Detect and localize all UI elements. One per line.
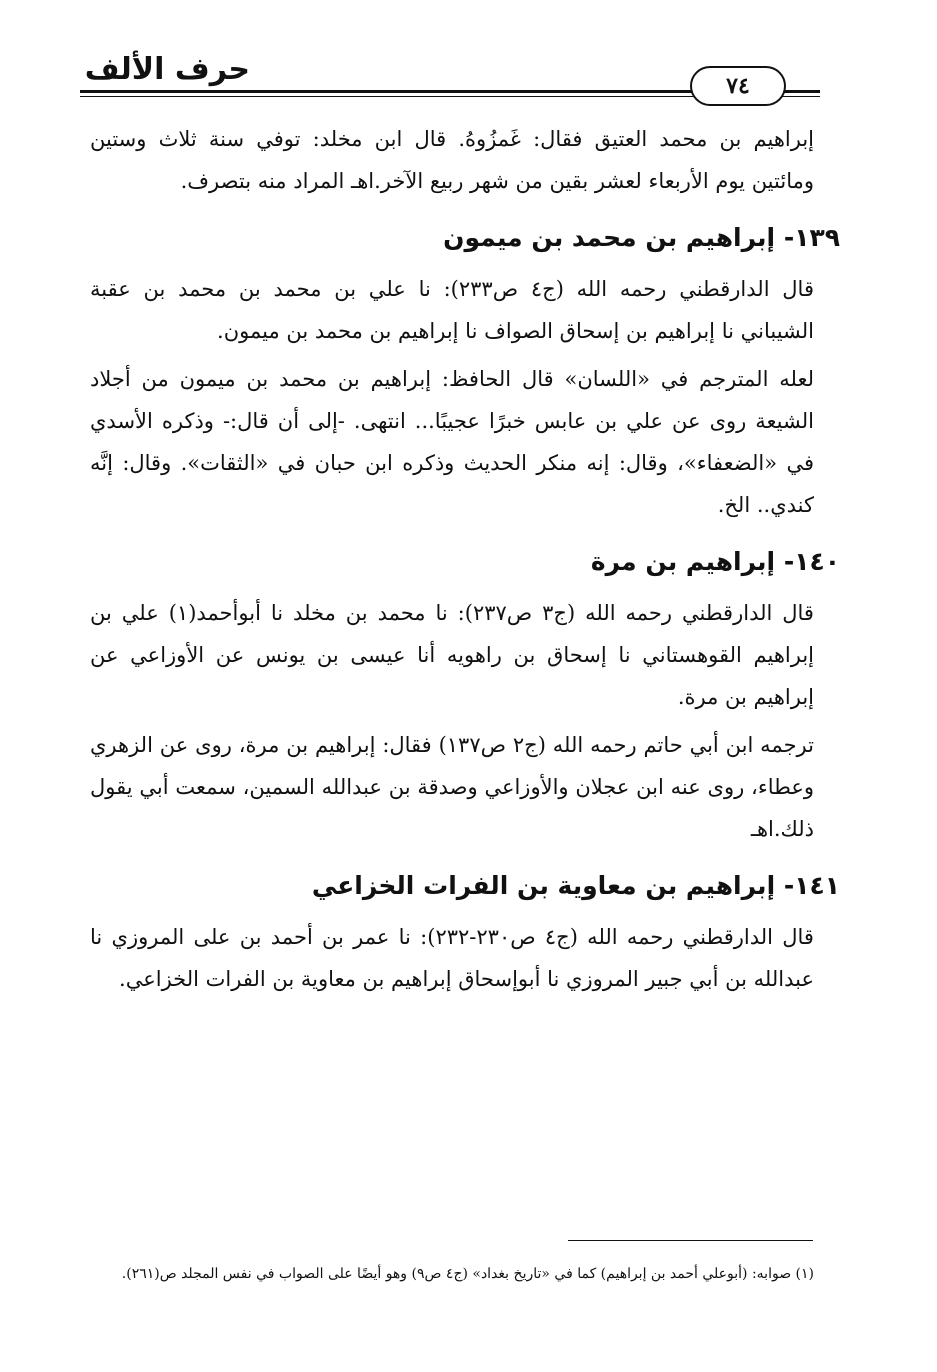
entry-heading: ١٤١- إبراهيم بن معاوية بن الفرات الخزاعي — [311, 871, 840, 900]
paragraph: إبراهيم بن محمد العتيق فقال: غَمزُوهُ. قال ابن مخلد: توفي سنة ثلاث وستين ومائتين يوم الأربعاء لعشر بقين من شهر ربيع الآخر.اهـ المراد منه بتصرف. — [90, 127, 814, 193]
entry-heading: ١٣٩- إبراهيم بن محمد بن ميمون — [443, 223, 840, 252]
paragraph: قال الدارقطني رحمه الله (ج٤ ص٢٣٣): نا علي بن محمد بن محمد بن عقبة الشيباني نا إبراهيم بن إسحاق الصواف نا إبراهيم بن محمد بن ميمون. — [90, 277, 814, 343]
paragraph: لعله المترجم في «اللسان» قال الحافظ: إبراهيم بن محمد بن ميمون من أجلاد الشيعة روى عن علي بن عابس خبرًا عجيبًا... انتهى. -إلى أن قال:- وذكره الأسدي في «الضعفاء»، وقال: إنه منكر الحديث وذكره ابن حبان في «الثقات». وقال: إنَّه كندي.. الخ. — [90, 367, 814, 517]
paragraph: ترجمه ابن أبي حاتم رحمه الله (ج٢ ص١٣٧) فقال: إبراهيم بن مرة، روى عن الزهري وعطاء، روى عنه ابن عجلان والأوزاعي وصدقة بن عبدالله السمين، سمعت أبي يقول ذلك.اهـ — [90, 733, 814, 841]
running-title: حرف الألف — [84, 52, 250, 87]
page-body — [90, 118, 840, 1006]
paragraph: قال الدارقطني رحمه الله (ج٤ ص٢٣٠-٢٣٢): نا عمر بن أحمد بن على المروزي نا عبدالله بن أبي جبير المروزي نا أبوإسحاق إبراهيم بن معاوية بن الفرات الخزاعي. — [90, 925, 814, 991]
footnote-divider — [568, 1240, 813, 1241]
entry-heading: ١٤٠- إبراهيم بن مرة — [590, 547, 840, 576]
footnote: (١) صوابه: (أبوعلي أحمد بن إبراهيم) كما في «تاريخ بغداد» (ج٤ ص٩) وهو أيضًا على الصواب في نفس المجلد ص(٢٦١). — [121, 1266, 814, 1282]
page-number: ٧٤ — [690, 66, 786, 106]
page-header — [80, 50, 820, 100]
paragraph: قال الدارقطني رحمه الله (ج٣ ص٢٣٧): نا محمد بن مخلد نا أبوأحمد(١) علي بن إبراهيم القوهستاني نا إسحاق بن راهويه أنا عيسى بن يونس عن الأوزاعي عن إبراهيم بن مرة. — [90, 601, 814, 709]
